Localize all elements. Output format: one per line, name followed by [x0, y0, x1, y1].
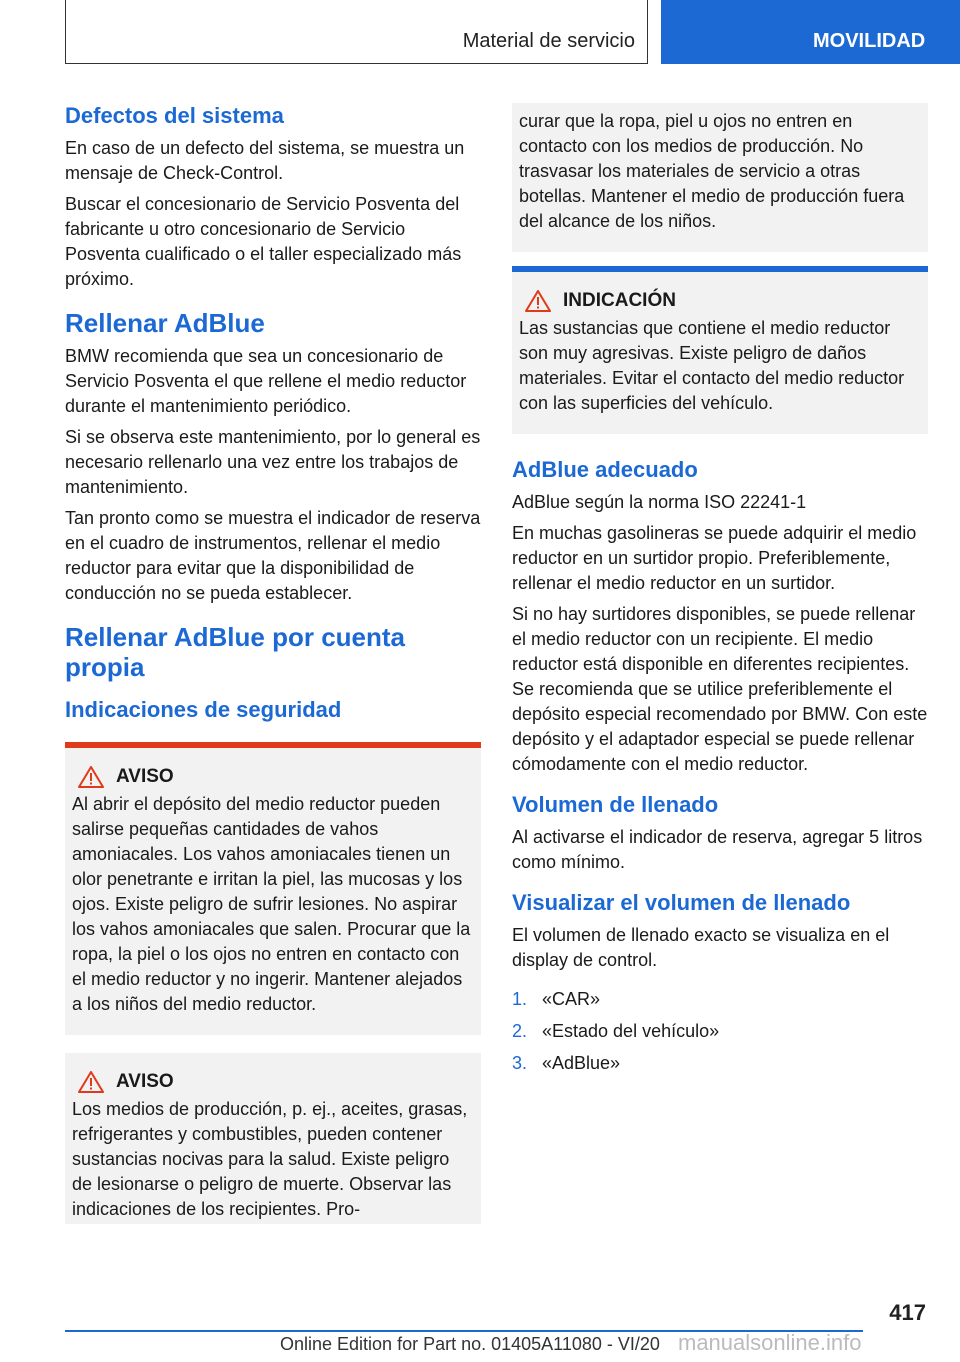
paragraph: AdBlue según la norma ISO 22241-1	[512, 492, 807, 512]
watermark: manualsonline.info	[678, 1330, 862, 1355]
warning-text: Al abrir el depósito del medio reductor pueden salirse pequeñas cantidades de vahos amoniacales. Los vahos amoniacales tienen un olor penetrante e irritan la piel, las mucosas y los ojos. Existe peligro de sufrir lesiones. No aspirar los vahos amoniacales que salen. Procurar que la ropa, la piel o los ojos no entren en contacto con el medio reductor y no ingerir. Mantener alejados a los niños del medio reductor.	[72, 794, 471, 1014]
note-text: Las sustancias que contiene el medio reductor son muy agresivas. Existe peligro de daños materiales. Evitar el contacto del medio reductor con las superficies del vehículo.	[519, 318, 905, 413]
header-section-box	[65, 0, 648, 64]
warning-box	[65, 1053, 481, 1224]
footer-edition: Online Edition for Part no. 01405A11080 - VI/20	[280, 1334, 660, 1354]
note-box	[512, 266, 928, 434]
page-number: 417	[889, 1300, 926, 1325]
note-title: INDICACIÓN	[563, 290, 676, 311]
warning-triangle-icon	[525, 290, 551, 312]
paragraph: Al activarse el indicador de reserva, agregar 5 litros como mínimo.	[512, 827, 923, 872]
heading-system-defects: Defectos del sistema	[65, 103, 284, 128]
step-number: 1.	[512, 989, 528, 1009]
paragraph: En caso de un defecto del sistema, se muestra un mensaje de Check-Control.	[65, 138, 465, 183]
list-item	[512, 1047, 928, 1079]
step-text: «Estado del vehículo»	[542, 1021, 720, 1041]
right-column	[512, 103, 928, 1079]
warning-text: curar que la ropa, piel u ojos no entren en contacto con los medios de producción. No trasvasar los materiales de servicio a otras botellas. Mantener el medio de producción fuera del alcance de los niños.	[519, 111, 905, 231]
paragraph: Si no hay surtidores disponibles, se puede rellenar el medio reductor con un recipiente. El medio reductor está disponible en diferentes recipientes. Se recomienda que se utilice preferiblemente el depósito especial recomendado por BMW. Con este depósito y el adaptador especial se puede rellenar cómodamente con el medio reductor.	[512, 604, 928, 774]
paragraph: Si se observa este mantenimiento, por lo general es necesario rellenarlo una vez entre los trabajos de mantenimiento.	[65, 427, 481, 497]
chapter-tab-label: MOVILIDAD	[813, 30, 926, 52]
paragraph: En muchas gasolineras se puede adquirir el medio reductor en un surtidor propio. Preferiblemente, rellenar el medio reductor en un surtidor.	[512, 523, 917, 593]
warning-header	[78, 1071, 474, 1093]
heading-refill-adblue: Rellenar AdBlue	[65, 308, 265, 338]
list-item	[512, 983, 928, 1015]
paragraph: El volumen de llenado exacto se visualiza en el display de control.	[512, 925, 890, 970]
warning-text: Los medios de producción, p. ej., aceites, grasas, refrigerantes y combustibles, pueden contener sustancias nocivas para la salud. Existe peligro de lesionarse o peligro de muerte. Observar las indicaciones de los recipientes. Pro-	[72, 1099, 468, 1219]
heading-refill-self: Rellenar AdBlue por cuenta propia	[65, 622, 405, 682]
step-number: 2.	[512, 1021, 528, 1041]
warning-header	[78, 766, 474, 788]
warning-box	[65, 742, 481, 1035]
warning-triangle-icon	[78, 766, 104, 788]
section-title: Material de servicio	[462, 30, 635, 52]
step-text: «CAR»	[542, 989, 601, 1009]
note-header	[525, 290, 921, 312]
heading-safety: Indicaciones de seguridad	[65, 697, 342, 722]
step-text: «AdBlue»	[542, 1053, 621, 1073]
warning-title: AVISO	[116, 766, 174, 787]
paragraph: BMW recomienda que sea un concesionario de Servicio Posventa el que rellene el medio reductor durante el mantenimiento periódico.	[65, 346, 467, 416]
heading-fill-volume: Volumen de llenado	[512, 792, 719, 817]
heading-adblue-suitable: AdBlue adecuado	[512, 457, 698, 482]
warning-triangle-icon	[78, 1071, 104, 1093]
steps-list	[512, 983, 928, 1079]
warning-title: AVISO	[116, 1071, 174, 1092]
left-column	[65, 100, 481, 1224]
list-item	[512, 1015, 928, 1047]
step-number: 3.	[512, 1053, 528, 1073]
chapter-tab	[661, 0, 960, 64]
paragraph: Buscar el concesionario de Servicio Posventa del fabricante u otro concesionario de Servicio Posventa cualificado o el taller especializado más próximo.	[65, 194, 462, 289]
heading-show-volume: Visualizar el volumen de llenado	[512, 890, 851, 915]
paragraph: Tan pronto como se muestra el indicador de reserva en el cuadro de instrumentos, rellenar el medio reductor para evitar que la disponibilidad de conducción no se pueda establecer.	[65, 508, 481, 603]
warning-box-continued	[512, 103, 928, 252]
